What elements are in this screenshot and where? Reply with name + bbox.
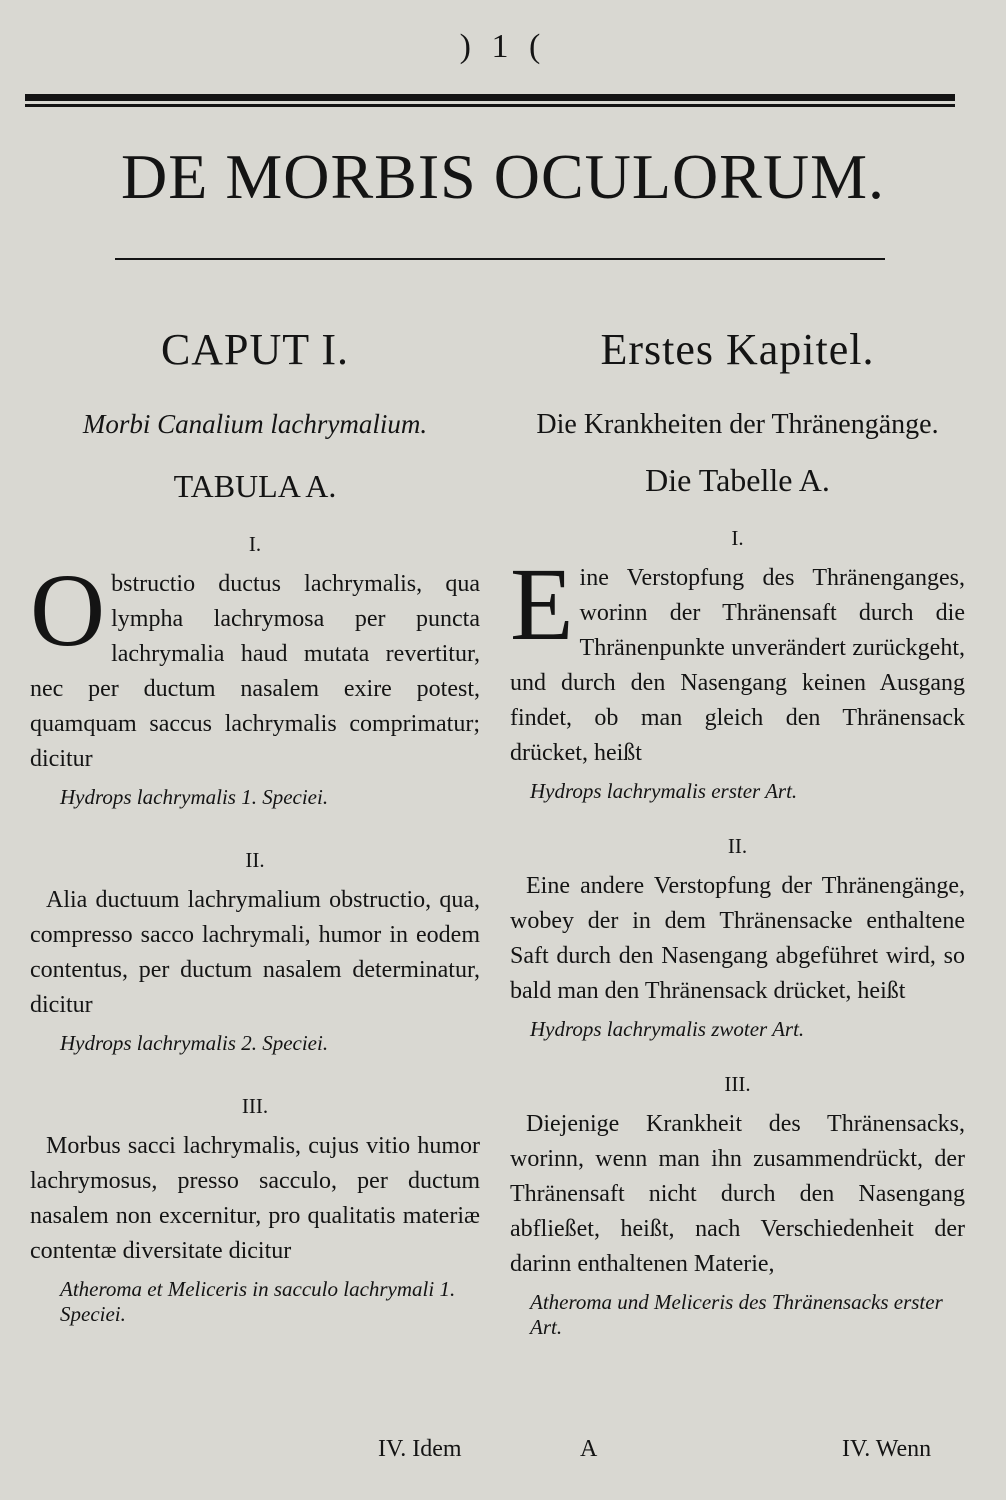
drop-cap: E (510, 546, 574, 662)
latin-catchword: IV. Idem (378, 1436, 462, 1462)
drop-cap: O (30, 553, 106, 669)
german-catchword: IV. Wenn (842, 1436, 932, 1462)
latin-section-3 (30, 1094, 480, 1327)
title-rule (115, 258, 885, 260)
german-chapter-heading: Erstes Kapitel. (600, 325, 875, 374)
latin-column (30, 320, 480, 1327)
section-numeral: I. (731, 525, 744, 550)
latin-table-title: TABULA A. (173, 468, 337, 505)
latin-chapter-subtitle: Morbi Canalium lachrymalium. (82, 409, 428, 439)
latin-section-1 (30, 532, 480, 810)
signature-mark: A (580, 1436, 598, 1462)
page-number: ) 1 ( (459, 28, 547, 65)
latin-section-text (30, 553, 480, 777)
latin-chapter-heading: CAPUT I. (160, 325, 350, 374)
latin-disease-term: Atheroma et Meliceris in sacculo lachrymali 1. Speciei. (60, 1277, 456, 1327)
latin-section-text: Alia ductuum lachrymalium obstructio, qua, compresso sacco lachrymali, humor in eodem contentus, per ductum nasalem determinatur, dicitur (30, 887, 480, 1019)
section-numeral: II. (245, 848, 265, 873)
section-numeral: III. (724, 1071, 751, 1096)
latin-section-2 (30, 848, 480, 1056)
german-chapter-subtitle: Die Krankheiten der Thränengänge. (536, 409, 939, 440)
latin-section-body: bstructio ductus lachrymalis, qua lympha lachrymosa per puncta lachrymalia haud mutata revertitur, nec per ductum nasalem exire potest, quamquam saccus lachrymalis comprimatur; dicitur (30, 571, 480, 773)
section-numeral: I. (248, 532, 262, 557)
german-section-text: Eine andere Verstopfung der Thränengänge, wobey der in dem Thränensacke enthaltene Saft durch den Nasengang abgeführet wird, so bald man den Thränensack drücket, heißt (510, 872, 965, 1004)
german-section-body: ine Verstopfung des Thränenganges, worinn der Thränensaft durch die Thränenpunkte unverändert zurückgeht, und durch den Nasengang keinen Ausgang findet, ob man gleich den Thränensack drücket, heißt (510, 564, 965, 766)
german-section-3 (510, 1072, 965, 1340)
latin-disease-term: Hydrops lachrymalis 1. Speciei. (60, 785, 329, 810)
german-disease-term: Hydrops lachrymalis erster Art. (530, 778, 798, 803)
german-section-text (510, 546, 965, 771)
header-rule-thin (25, 104, 955, 107)
german-column (510, 320, 965, 1340)
section-numeral: III. (241, 1094, 269, 1119)
latin-disease-term: Hydrops lachrymalis 2. Speciei. (60, 1031, 329, 1056)
section-numeral: II. (727, 833, 748, 858)
german-section-1 (510, 526, 965, 804)
header-rule-thick (25, 94, 955, 101)
latin-section-text: Morbus sacci lachrymalis, cujus vitio humor lachrymosus, presso sacculo, per ductum nasalem non excernitur, pro qualitatis materiæ contentæ diversitate dicitur (30, 1133, 480, 1265)
german-section-2 (510, 834, 965, 1042)
german-disease-term: Hydrops lachrymalis zwoter Art. (530, 1016, 805, 1041)
german-disease-term: Atheroma und Meliceris des Thränensacks erster Art. (530, 1289, 943, 1339)
german-table-title: Die Tabelle A. (645, 461, 830, 498)
page-title: DE MORBIS OCULORUM. (121, 141, 885, 212)
german-section-text: Diejenige Krankheit des Thränensacks, worinn, wenn man ihn zusammendrückt, der Thränensaft nicht durch den Nasengang abfließet, heißt, nach Verschiedenheit der darinn enthaltenen Materie, (510, 1110, 965, 1277)
